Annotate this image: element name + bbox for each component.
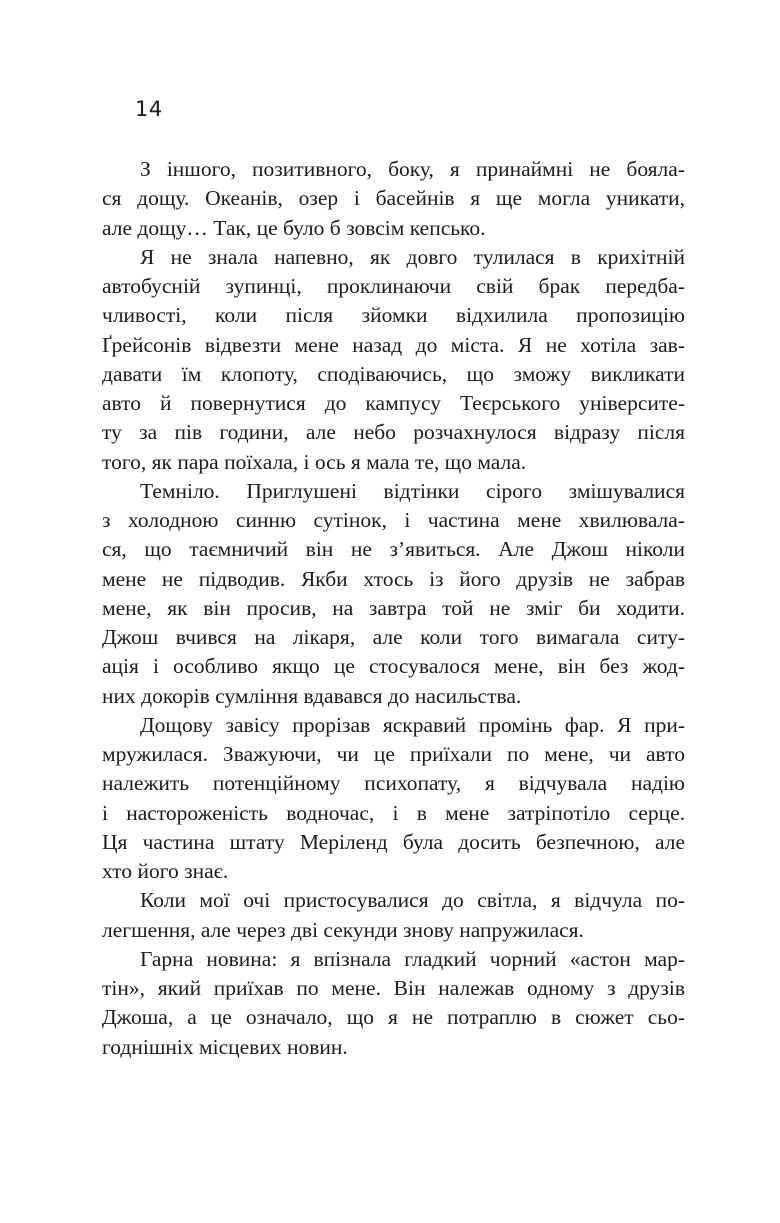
text-line: Ця частина штату Меріленд була досить безпечною, але xyxy=(102,829,685,854)
text-line: і настороженість водночас, і в мене затріпотіло серце. xyxy=(102,800,685,825)
text-line: Ґрейсонів відвезти мене назад до міста. Я не хотіла зав- xyxy=(102,332,685,357)
text-line: Дощову завісу прорізав яскравий промінь фар. Я при- xyxy=(140,712,685,737)
text-line: мене, як він просив, на завтра той не зміг би ходити. xyxy=(102,595,685,620)
text-line: Темніло. Приглушені відтінки сірого змішувалися xyxy=(140,478,685,503)
text-line: з холодною синню сутінок, і частина мене хвилювала- xyxy=(102,508,685,532)
paragraph xyxy=(102,945,685,1062)
text-line: них докорів сумління вдавався до насильства. xyxy=(102,683,522,708)
text-line: Джош вчився на лікаря, але коли того вимагала ситу- xyxy=(102,625,685,649)
text-line: Коли мої очі пристосувалися до світла, я відчула по- xyxy=(140,888,685,913)
text-line: хто його знає. xyxy=(102,859,229,883)
text-line: чливості, коли після зйомки відхилила пропозицію xyxy=(102,303,685,328)
text-line: легшення, але через дві секунди знову напружилася. xyxy=(102,917,584,942)
text-line: того, як пара поїхала, і ось я мала те, що мала. xyxy=(102,449,527,474)
text-line: але дощу… Так, це було б зовсім кепсько. xyxy=(102,215,486,240)
text-line: давати їм клопоту, сподіваючись, що зможу викликати xyxy=(102,361,685,386)
paragraph xyxy=(102,711,685,887)
text-line: годнішніх місцевих новин. xyxy=(102,1034,348,1059)
text-line: Я не знала напевно, як довго тулилася в крихітній xyxy=(140,244,685,269)
text-line: ся дощу. Океанів, озер і басейнів я ще могла уникати, xyxy=(102,186,685,211)
paragraph xyxy=(102,886,685,945)
paragraph xyxy=(102,155,685,243)
text-line: мене не підводив. Якби хтось із його друзів не забрав xyxy=(102,566,685,591)
text-line: ся, що таємничий він не з’явиться. Але Джош ніколи xyxy=(102,537,685,562)
page-number: 14 xyxy=(135,97,163,121)
text-line: автобусній зупинці, проклинаючи свій брак передба- xyxy=(102,274,685,298)
text-line: ація і особливо якщо це стосувалося мене, він без жод- xyxy=(102,654,685,679)
body-text xyxy=(102,155,685,1062)
text-line: авто й повернутися до кампусу Теєрського університе- xyxy=(102,391,685,415)
paragraph xyxy=(102,243,685,477)
text-line: належить потенційному психопату, я відчувала надію xyxy=(102,771,685,796)
text-line: Гарна новина: я впізнала гладкий чорний «астон мар- xyxy=(140,946,685,971)
text-line: ту за пів години, але небо розчахнулося відразу після xyxy=(102,420,685,445)
text-line: тін», який приїхав по мене. Він належав одному з друзів xyxy=(102,976,685,1000)
text-line: мружилася. Зважуючи, чи це приїхали по мене, чи авто xyxy=(102,742,685,766)
text-line: З іншого, позитивного, боку, я принаймні не бояла- xyxy=(140,157,685,181)
text-line: Джоша, а це означало, що я не потраплю в сюжет сьо- xyxy=(102,1005,685,1030)
paragraph xyxy=(102,477,685,711)
